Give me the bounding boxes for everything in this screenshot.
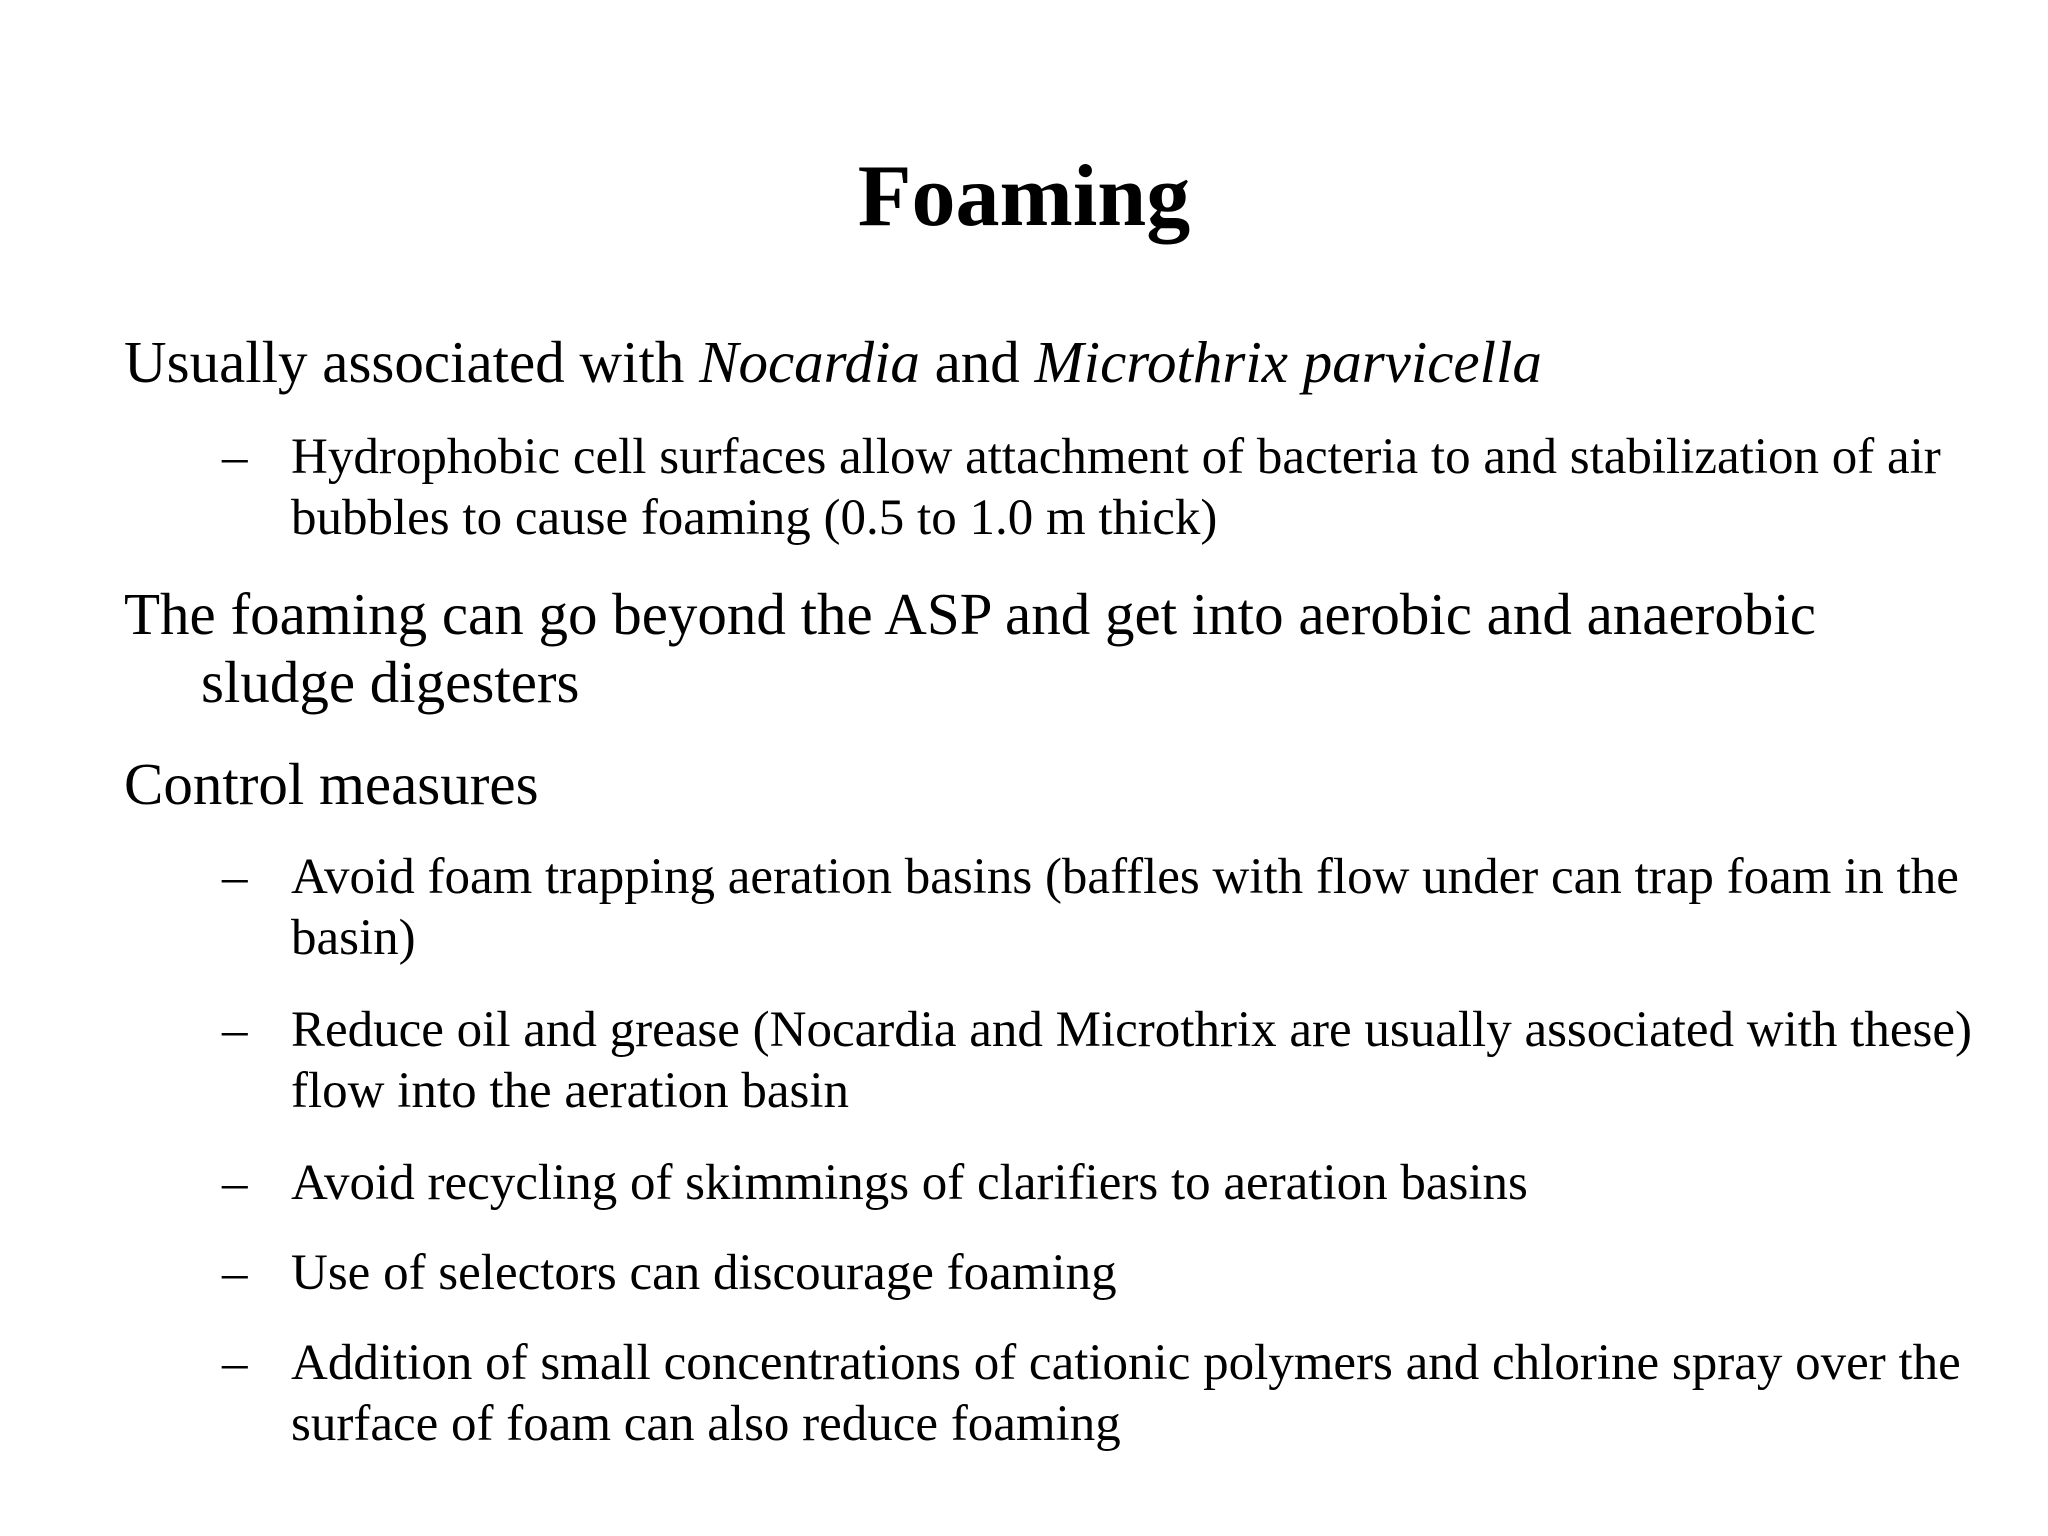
- dash-marker: –: [222, 1002, 248, 1058]
- dash-marker: –: [222, 1155, 248, 1211]
- sub-bullet-text: Avoid recycling of skimmings of clarifiers to aeration basins: [291, 1155, 1528, 1211]
- sub-bullet-text: Use of selectors can discourage foaming: [291, 1245, 1117, 1301]
- slide-title: Foaming: [857, 148, 1191, 245]
- sub-bullet-text: Addition of small concentrations of cationic polymers and chlorine spray over the surface of foam can also reduce foaming: [291, 1335, 1961, 1452]
- bullet-text-mid: and: [919, 329, 1035, 395]
- dash-marker: –: [222, 1245, 248, 1301]
- sub-bullet-avoid-recycling: [222, 1153, 1982, 1214]
- sub-bullet-text: Reduce oil and grease (Nocardia and Microthrix are usually associated with these) flow into the aeration basin: [291, 1002, 1972, 1119]
- sub-bullet-hydrophobic: [222, 427, 1982, 549]
- sub-bullet-avoid-foam-trapping: [222, 847, 1982, 969]
- sub-bullet-text: Avoid foam trapping aeration basins (baffles with flow under can trap foam in the basin): [291, 849, 1959, 966]
- bullet-control-measures: Control measures: [124, 751, 539, 817]
- organism-name-microthrix: Microthrix parvicella: [1034, 329, 1542, 395]
- organism-name-nocardia: Nocardia: [699, 329, 920, 395]
- bullet-foaming-spread: The foaming can go beyond the ASP and get into aerobic and anaerobic sludge digesters: [124, 581, 1816, 715]
- dash-marker: –: [222, 849, 248, 905]
- bullet-text-pre: Usually associated with: [124, 329, 700, 395]
- sub-bullet-cationic-polymers: [222, 1333, 1982, 1455]
- sub-bullet-text: Hydrophobic cell surfaces allow attachment of bacteria to and stabilization of air bubbles to cause foaming (0.5 to 1.0 m thick): [291, 429, 1941, 546]
- dash-marker: –: [222, 429, 248, 485]
- sub-bullet-use-selectors: [222, 1243, 1982, 1304]
- sub-bullet-reduce-oil-grease: [222, 1000, 1982, 1122]
- dash-marker: –: [222, 1335, 248, 1391]
- bullet-associated-organisms: [124, 328, 1984, 396]
